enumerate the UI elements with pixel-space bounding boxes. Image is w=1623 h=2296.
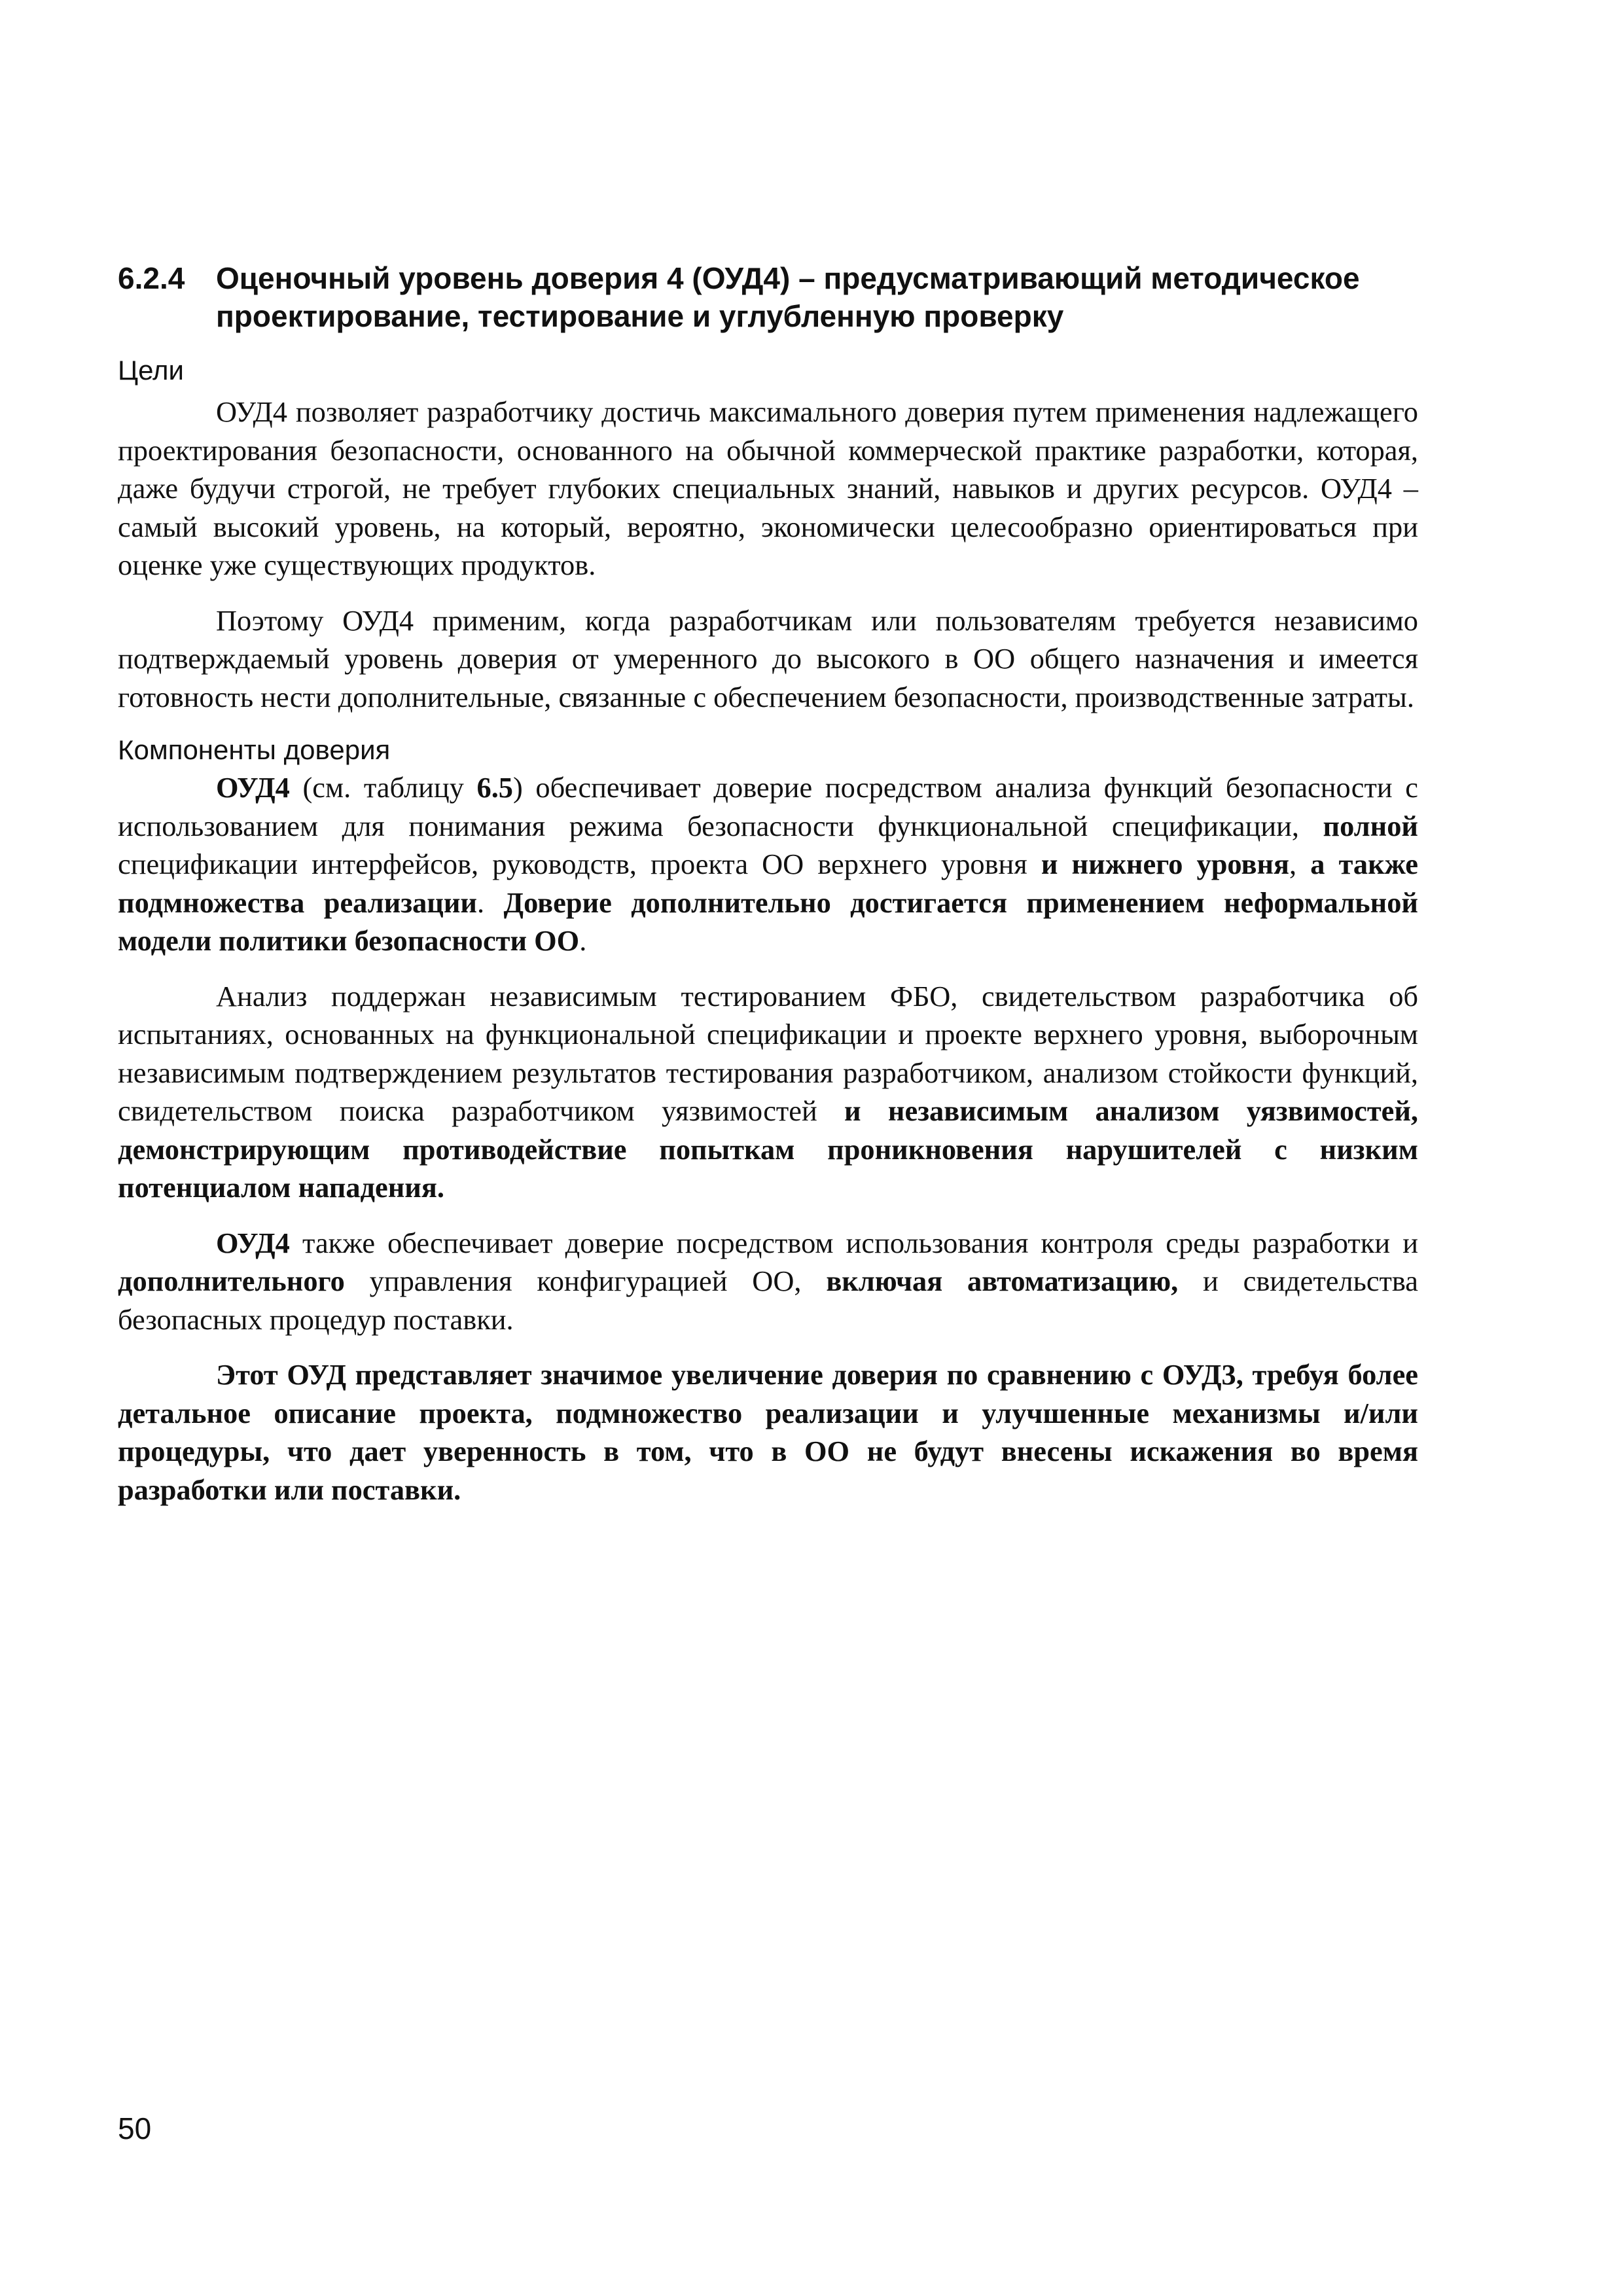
text-bold: ОУД4 <box>216 1226 290 1259</box>
text-run: . <box>477 886 504 919</box>
text-run: также обеспечивает доверие посредством использования контроля среды разработки и <box>289 1226 1418 1259</box>
text-bold: ОУД4 <box>216 771 290 804</box>
text-bold: и нижнего уровня <box>1041 848 1290 880</box>
text-bold: и независимым анализом уязвимостей, демонстрирующим противодействие попыткам проникновения нарушителей с низким потенциалом нападения. <box>118 1094 1418 1204</box>
text-bold: Доверие дополнительно достигается применением неформальной модели политики безопасности ОО <box>118 886 1418 957</box>
text-bold: а также подмножества реализации <box>118 848 1418 919</box>
section-heading <box>118 259 1418 335</box>
components-paragraph-2 <box>118 977 1418 1207</box>
components-heading: Компоненты доверия <box>118 734 391 765</box>
text-run: Анализ поддержан независимым тестированием ФБО, свидетельством разработчика об испытаниях, основанных на функциональной спецификации и проекте верхнего уровня, выборочным независимым подтверждением результатов тестирования разработчиком, анализом стойкости функций, свидетельством поиска разработчиком уязвимостей <box>118 979 1418 1127</box>
goals-paragraph-2: Поэтому ОУД4 применим, когда разработчикам или пользователям требуется независимо подтверждаемый уровень доверия от умеренного до высокого в ОО общего назначения и имеется готовность нести дополнительные, связанные с обеспечением безопасности, производственные затраты. <box>118 603 1418 713</box>
page-number: 50 <box>118 2111 152 2145</box>
text-bold: включая автоматизацию, <box>826 1265 1179 1297</box>
text-run: ) обеспечивает доверие посредством анализа функций безопасности с использованием для понимания режима безопасности функциональной спецификации, <box>118 771 1418 842</box>
text-run: . <box>579 924 587 957</box>
components-paragraph-4: Этот ОУД представляет значимое увеличение доверия по сравнению с ОУД3, требуя более детальное описание проекта, подмножество реализации и улучшенные механизмы и/или процедуры, что дает уверенность в том, что в ОО не будут внесены искажения во время разработки или поставки. <box>118 1358 1418 1506</box>
text-run: (см. таблицу <box>289 771 477 804</box>
section-title: Оценочный уровень доверия 4 (ОУД4) – предусматривающий методическое проектирование, тестирование и углубленную проверку <box>216 261 1360 333</box>
text-bold: полной <box>1323 809 1418 842</box>
section-number: 6.2.4 <box>118 261 185 295</box>
goals-paragraph-1: ОУД4 позволяет разработчику достичь максимального доверия путем применения надлежащего проектирования безопасности, основанного на обычной коммерческой практике разработки, которая, даже будучи строгой, не требует глубоких специальных знаний, навыков и других ресурсов. ОУД4 – самый высокий уровень, на который, вероятно, экономически целесообразно ориентироваться при оценке уже существующих продуктов. <box>118 395 1418 581</box>
text-bold: дополнительного <box>118 1265 345 1297</box>
components-paragraph-1 <box>118 768 1418 960</box>
table-reference: 6.5 <box>476 771 513 804</box>
text-run: , <box>1289 848 1311 880</box>
text-run: и свидетельства безопасных процедур поставки. <box>118 1265 1418 1336</box>
components-paragraph-3 <box>118 1224 1418 1339</box>
text-run: управления конфигурацией ОО, <box>344 1265 827 1297</box>
goals-heading: Цели <box>118 355 185 386</box>
page-content <box>118 259 1418 1526</box>
text-run: спецификации интерфейсов, руководств, проекта ОО верхнего уровня <box>118 848 1041 880</box>
